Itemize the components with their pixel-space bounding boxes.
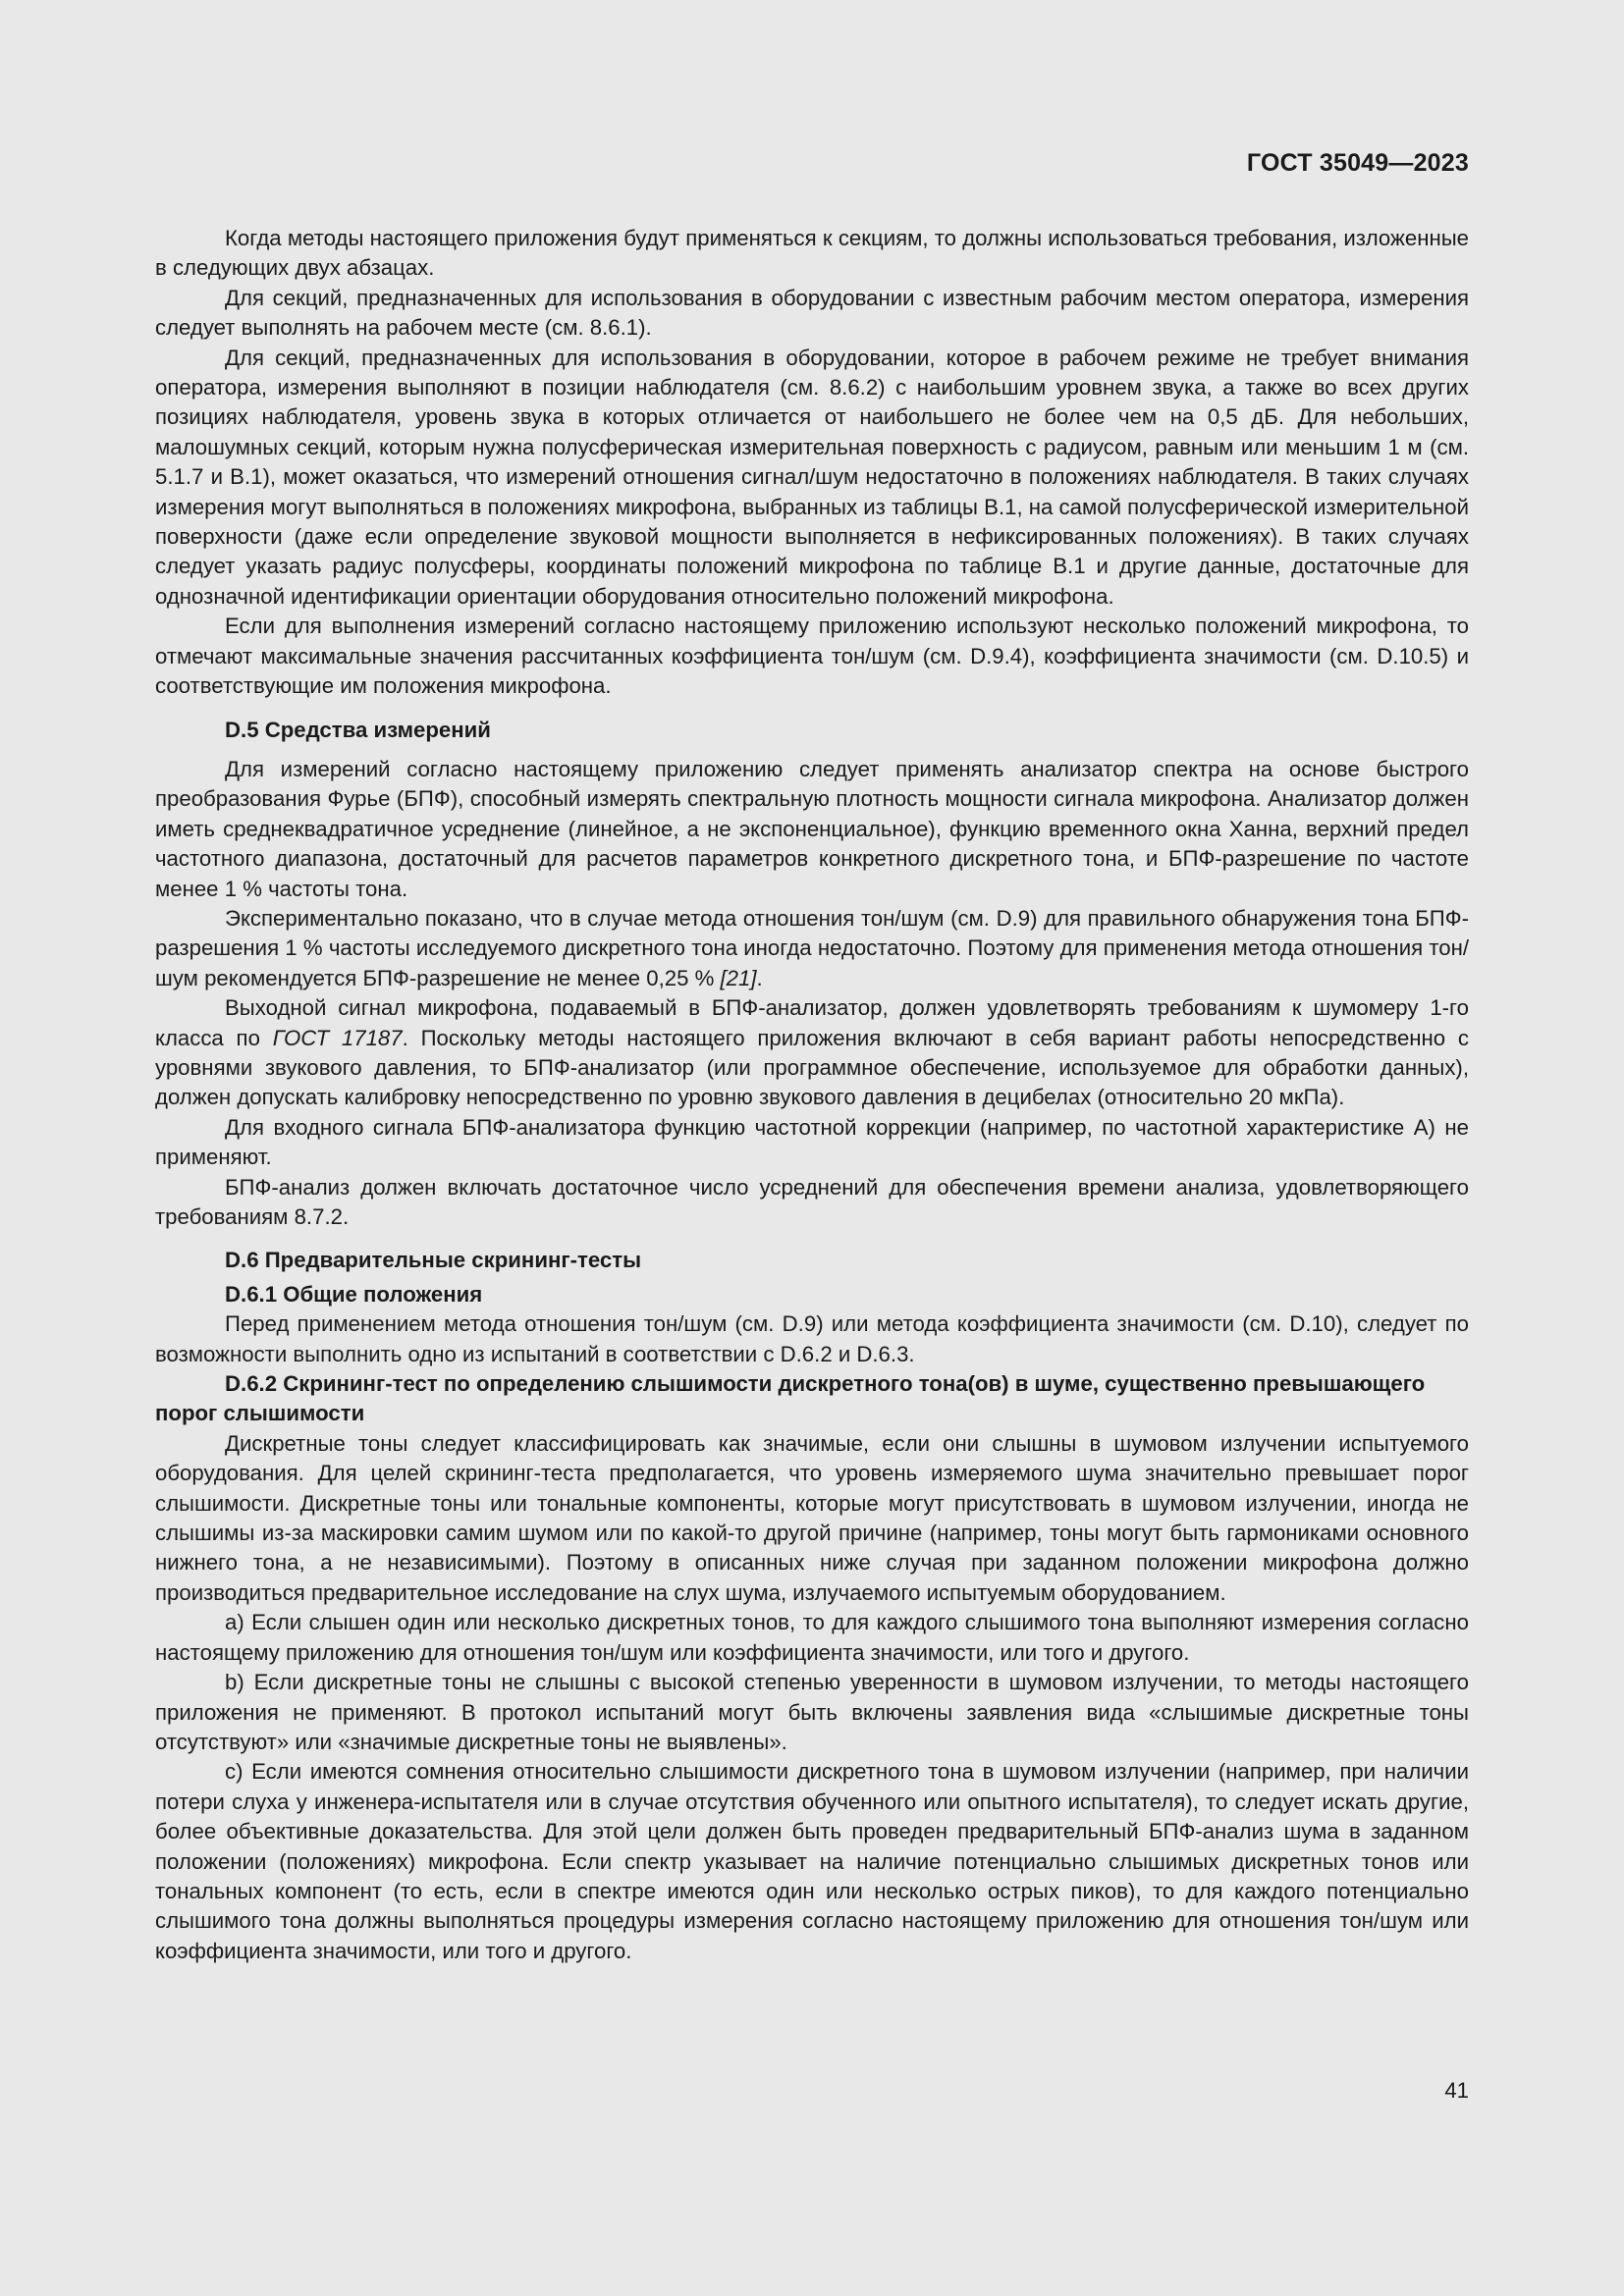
list-item-a: a) Если слышен один или несколько дискретных тонов, то для каждого слышимого тона выполняют измерения согласно настоящему приложению для отношения тон/шум или коэффициента значимости, или того и другого. [155,1610,1469,1665]
list-item-b: b) Если дискретные тоны не слышны с высокой степенью уверенности в шумовом излучении, то методы настоящего приложения не применяют. В протокол испытаний могут быть включены заявления вида «слышимые дискретные тоны отсутствуют» или «значимые дискретные тоны не выявлены». [155,1670,1469,1754]
paragraph [155,904,1469,993]
paragraph: Для измерений согласно настоящему приложению следует применять анализатор спектра на основе быстрого преобразования Фурье (БПФ), способный измерять спектральную плотность мощности сигнала микрофона. Анализатор должен иметь среднеквадратичное усреднение (линейное, а не экспоненциальное), функцию временного окна Ханна, верхний предел частотного диапазона, достаточный для расчетов параметров конкретного дискретного тона, и БПФ-разрешение по частоте менее 1 % частоты тона. [155,756,1469,901]
subsection-heading-d62: D.6.2 Скрининг-тест по определению слышимости дискретного тона(ов) в шуме, существенно превышающего порог слышимости [155,1371,1426,1426]
paragraph-tail: . Поскольку методы настоящего приложения включают в себя вариант работы непосредственно с уровнями звукового давления, то БПФ-анализатор (или программное обеспечение, используемое для обработки данных), должен допускать калибровку непосредственно по уровню звукового давления в децибелах (относительно 20 мкПа). [155,1025,1470,1110]
subsection-heading-d61: D.6.1 Общие положения [225,1281,483,1307]
bibliography-reference: [21] [720,965,757,990]
paragraph: Дискретные тоны следует классифицировать как значимые, если они слышны в шумовом излучении испытуемого оборудования. Для целей скрининг-теста предполагается, что уровень измеряемого шума значительно превышает порог слышимости. Дискретные тоны или тональные компоненты, которые могут присутствовать в шумовом излучении, иногда не слышимы из-за маскировки самим шумом или по какой-то другой причине (например, тоны могут быть гармониками основного нижнего тона, а не независимыми). Поэтому в описанных ниже случая при заданном положении микрофона должно производиться предварительное исследование на слух шума, излучаемого испытуемым оборудованием. [155,1430,1469,1605]
section-heading-d6: D.6 Предварительные скрининг-тесты [225,1248,642,1273]
section-heading-d5: D.5 Средства измерений [225,717,491,742]
paragraph: БПФ-анализ должен включать достаточное число усреднений для обеспечения времени анализа, удовлетворяющего требованиям 8.7.2. [155,1174,1469,1229]
page-number: 41 [1444,2078,1469,2103]
paragraph: Для секций, предназначенных для использования в оборудовании, которое в рабочем режиме не требует внимания оператора, измерения выполняют в позиции наблюдателя (см. 8.6.2) с наибольшим уровнем звука, а также во всех других позициях наблюдателя, уровень звука в которых отличается от наибольшего не более чем на 0,5 дБ. Для небольших, малошумных секций, которым нужна полусферическая измерительная поверхность с радиусом, равным или меньшим 1 м (см. 5.1.7 и В.1), может оказаться, что измерений отношения сигнал/шум недостаточно в положениях наблюдателя. В таких случаях измерения могут выполняться в положениях микрофона, выбранных из таблицы В.1, на самой полусферической измерительной поверхности (даже если определение звуковой мощности выполняется в нефиксированных положениях). В таких случаях следует указать радиус полусферы, координаты положений микрофона по таблице В.1 и другие данные, достаточные для однозначной идентификации ориентации оборудования относительно положений микрофона. [155,345,1469,609]
paragraph: Для секций, предназначенных для использования в оборудовании с известным рабочим местом оператора, измерения следует выполнять на рабочем месте (см. 8.6.1). [155,285,1469,341]
standard-reference: ГОСТ 17187 [272,1025,403,1050]
paragraph: Если для выполнения измерений согласно настоящему приложению используют несколько положений микрофона, то отмечают максимальные значения рассчитанных коэффициента тон/шум (см. D.9.4), коэффициента значимости (см. D.10.5) и соответствующие им положения микрофона. [155,614,1469,699]
paragraph: Для входного сигнала БПФ-анализатора функцию частотной коррекции (например, по частотной характеристике А) не применяют. [155,1114,1469,1170]
paragraph-text: Экспериментально показано, что в случае метода отношения тон/шум (см. D.9) для правильного обнаружения тона БПФ-разрешения 1 % частоты исследуемого дискретного тона иногда недостаточно. Поэтому для применения метода отношения тон/шум рекомендуется БПФ-разрешение не менее 0,25 % [155,905,1469,990]
paragraph-tail: . [756,965,763,990]
paragraph-text: Выходной сигнал микрофона, подаваемый в БПФ-анализатор, должен удовлетворять требованиям к шумомеру 1-го класса по [155,995,1469,1050]
standard-id: ГОСТ 35049—2023 [1246,149,1469,177]
paragraph: Перед применением метода отношения тон/шум (см. D.9) или метода коэффициента значимости (см. D.10), следует по возможности выполнить одно из испытаний в соответствии с D.6.2 и D.6.3. [155,1311,1469,1366]
paragraph [155,993,1469,1113]
list-item-c: c) Если имеются сомнения относительно слышимости дискретного тона в шумовом излучении (например, при наличии потери слуха у инженера-испытателя или в случае отсутствия обученного или опытного испытателя), то следует искать другие, более объективные доказательства. Для этой цели должен быть проведен предварительный БПФ-анализ шума в заданном положении (положениях) микрофона. Если спектр указывает на наличие потенциально слышимых дискретных тонов или тональных компонент (то есть, если в спектре имеются один или несколько острых пиков), то для каждого потенциально слышимого тона должны выполняться процедуры измерения согласно настоящему приложению для отношения тон/шум или коэффициента значимости, или того и другого. [155,1759,1469,1963]
document-body [155,224,1469,1966]
paragraph: Когда методы настоящего приложения будут применяться к секциям, то должны использоваться требования, изложенные в следующих двух абзацах. [155,226,1469,281]
document-header [1247,149,1469,178]
